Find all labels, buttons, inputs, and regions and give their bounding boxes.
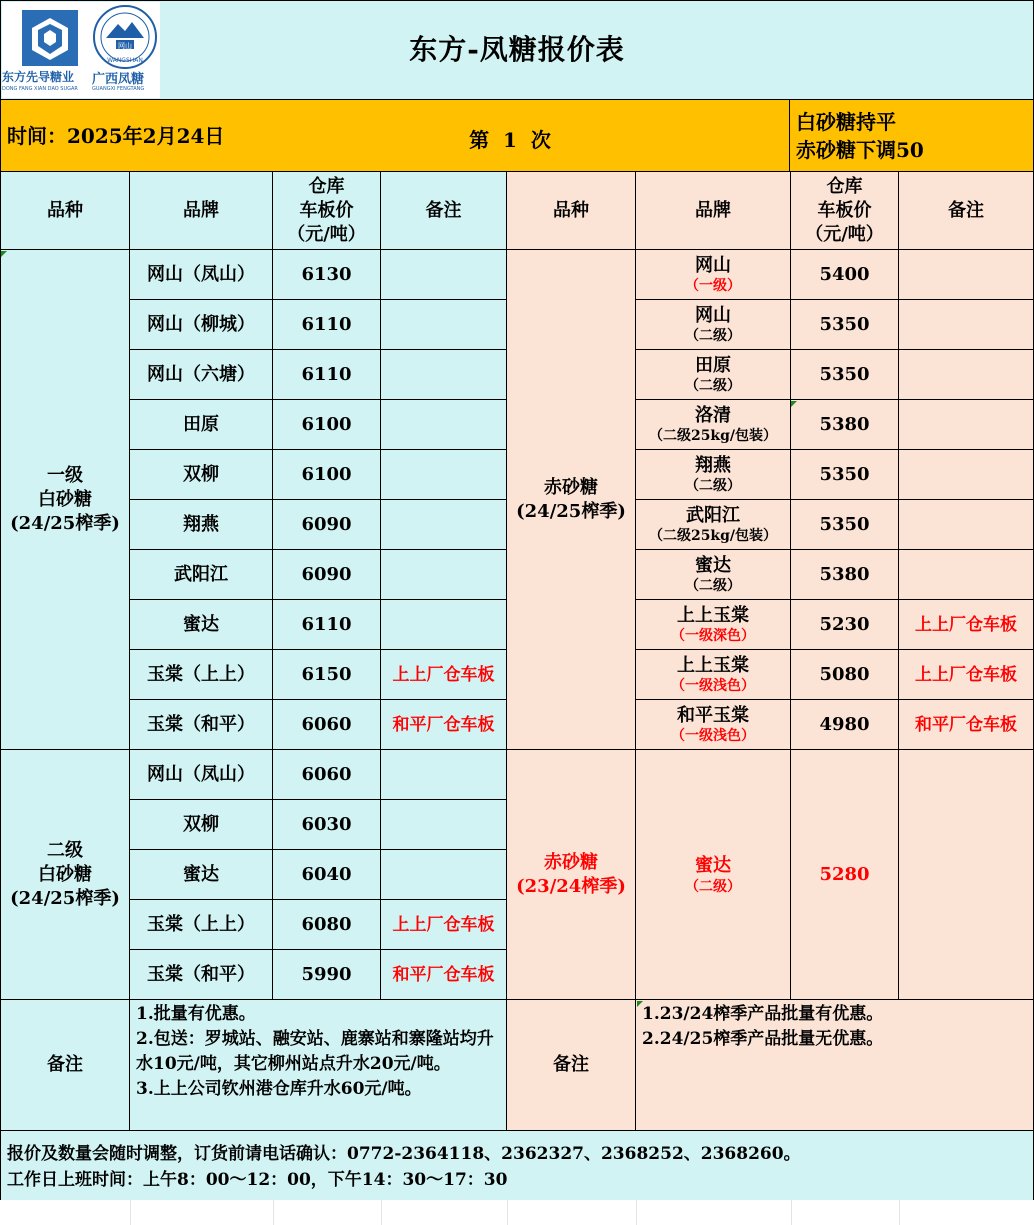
- price-cell: 6080: [273, 900, 381, 950]
- brand-cell: 洛清 （二级25kg/包装）: [636, 400, 791, 450]
- price-cell: 5350: [791, 300, 899, 350]
- wangshan-badge-icon: [92, 4, 158, 70]
- brown-2324-brand: 蜜达 （二级）: [636, 750, 791, 1000]
- remark-cell: [381, 800, 507, 850]
- dongfang-logo-icon: [20, 8, 80, 70]
- footer-contact: 报价及数量会随时调整，订货前请电话确认：0772-2364118、2362327、2368252、2368260。: [7, 1144, 801, 1164]
- date-cell: [0, 100, 790, 172]
- brand-cell: 武阳江: [130, 550, 273, 600]
- grid-line: [899, 1200, 900, 1225]
- brand-cell: 田原: [130, 400, 273, 450]
- brand-cell: 双柳: [130, 800, 273, 850]
- footer-hours: 工作日上班时间：上午8：00～12：00，下午14：30～17：30: [7, 1170, 508, 1190]
- remark-cell: 和平厂仓车板: [899, 700, 1034, 750]
- grid-line: [507, 1200, 508, 1225]
- date-text: 时间：2025年2月24日: [7, 123, 225, 148]
- price-cell: 5400: [791, 250, 899, 300]
- remark-cell: [899, 350, 1034, 400]
- variety-grade1-white: 一级 白砂糖 (24/25榨季): [0, 250, 130, 750]
- brand-cell: 上上玉棠 （一级浅色）: [636, 650, 791, 700]
- footer: [0, 1131, 1034, 1201]
- header-price-right: 仓库 车板价 （元/吨）: [791, 172, 899, 250]
- change-note-white: 白砂糖持平: [796, 109, 896, 134]
- brand-cell: 双柳: [130, 450, 273, 500]
- price-cell: 6090: [273, 500, 381, 550]
- brand-cell: 翔燕 （二级）: [636, 450, 791, 500]
- notes-left-line: 3.上上公司钦州港仓库升水60元/吨。: [136, 1079, 422, 1099]
- remark-cell: [899, 250, 1034, 300]
- change-note-cell: [790, 100, 1034, 172]
- remark-cell: [899, 550, 1034, 600]
- header-variety-left: 品种: [0, 172, 130, 250]
- header-variety-right: 品种: [507, 172, 636, 250]
- price-cell: 6030: [273, 800, 381, 850]
- brand-cell: 网山 （一级）: [636, 250, 791, 300]
- notes-right-label: 备注: [507, 1000, 636, 1131]
- price-cell: 6060: [273, 750, 381, 800]
- grid-line: [273, 1200, 274, 1225]
- brand-cell: 玉棠（和平）: [130, 700, 273, 750]
- notes-right-line: 2.24/25榨季产品批量无优惠。: [642, 1029, 884, 1049]
- header-brand-left: 品牌: [130, 172, 273, 250]
- remark-cell: [381, 600, 507, 650]
- remark-cell: [381, 750, 507, 800]
- brand-cell: 蜜达: [130, 600, 273, 650]
- notes-right-line: 1.23/24榨季产品批量有优惠。: [642, 1004, 884, 1024]
- remark-cell: 和平厂仓车板: [381, 700, 507, 750]
- price-cell: 6110: [273, 600, 381, 650]
- remark-cell: [899, 300, 1034, 350]
- brand-cell: 网山（凤山）: [130, 750, 273, 800]
- remark-cell: [381, 550, 507, 600]
- remark-cell: [899, 500, 1034, 550]
- brand-cell: 翔燕: [130, 500, 273, 550]
- brand-cell: 上上玉棠 （一级深色）: [636, 600, 791, 650]
- price-cell: 5350: [791, 500, 899, 550]
- logo-right-pinyin: GUANGXI FENGTANG: [92, 86, 145, 92]
- remark-cell: [381, 500, 507, 550]
- notes-right-body: [636, 1000, 1034, 1131]
- brand-cell: 武阳江 （二级25kg/包装）: [636, 500, 791, 550]
- remark-cell: 上上厂仓车板: [899, 600, 1034, 650]
- brown-2324-price: 5280: [791, 750, 899, 1000]
- remark-cell: [381, 300, 507, 350]
- price-cell: 5350: [791, 450, 899, 500]
- variety-grade2-white: 二级 白砂糖 (24/25榨季): [0, 750, 130, 1000]
- price-cell: 6110: [273, 350, 381, 400]
- remark-cell: [381, 250, 507, 300]
- round-text: 第 1 次: [469, 128, 551, 152]
- remark-cell: 和平厂仓车板: [381, 950, 507, 1000]
- price-cell: 5350: [791, 350, 899, 400]
- logo-left-pinyin: DONG FANG XIAN DAO SUGAR: [2, 86, 78, 92]
- remark-cell: [899, 400, 1034, 450]
- price-cell: 6060: [273, 700, 381, 750]
- logo: [2, 2, 160, 98]
- brown-2324-remark: [899, 750, 1034, 1000]
- price-cell: 6100: [273, 400, 381, 450]
- svg-text:WANGSHAN: WANGSHAN: [107, 57, 143, 64]
- header-remark-left: 备注: [381, 172, 507, 250]
- brand-cell: 玉棠（上上）: [130, 900, 273, 950]
- change-note-red: 赤砂糖下调50: [796, 137, 924, 162]
- remark-cell: [381, 850, 507, 900]
- brand-cell: 和平玉棠 （一级浅色）: [636, 700, 791, 750]
- brand-cell: 玉棠（上上）: [130, 650, 273, 700]
- remark-cell: 上上厂仓车板: [899, 650, 1034, 700]
- brand-cell: 玉棠（和平）: [130, 950, 273, 1000]
- notes-left-body: [130, 1000, 507, 1131]
- price-cell: 5990: [273, 950, 381, 1000]
- brand-cell: 网山（凤山）: [130, 250, 273, 300]
- price-cell: 6130: [273, 250, 381, 300]
- notes-left-line: 2.包送：罗城站、融安站、鹿寨站和寨隆站均升水10元/吨，其它柳州站点升水20元/吨。: [136, 1029, 494, 1074]
- brand-cell: 网山（柳城）: [130, 300, 273, 350]
- grid-line: [636, 1200, 637, 1225]
- price-cell: 5080: [791, 650, 899, 700]
- header-remark-right: 备注: [899, 172, 1034, 250]
- variety-brown-2324: 赤砂糖 (23/24榨季): [507, 750, 636, 1000]
- grid-line: [381, 1200, 382, 1225]
- notes-left-label: 备注: [0, 1000, 130, 1131]
- svg-text:网山: 网山: [118, 42, 132, 50]
- price-cell: 6110: [273, 300, 381, 350]
- price-cell: 6100: [273, 450, 381, 500]
- brand-cell: 网山 （二级）: [636, 300, 791, 350]
- brand-cell: 田原 （二级）: [636, 350, 791, 400]
- brand-cell: 网山（六塘）: [130, 350, 273, 400]
- empty-grid-area: [0, 1200, 1034, 1225]
- remark-cell: [899, 450, 1034, 500]
- remark-cell: [381, 350, 507, 400]
- grid-line: [791, 1200, 792, 1225]
- remark-cell: [381, 450, 507, 500]
- price-cell: 6150: [273, 650, 381, 700]
- price-cell: 6040: [273, 850, 381, 900]
- remark-cell: 上上厂仓车板: [381, 900, 507, 950]
- notes-left-line: 1.批量有优惠。: [136, 1004, 256, 1024]
- comment-marker: [791, 401, 797, 407]
- price-cell: 4980: [791, 700, 899, 750]
- comment-marker: [1, 251, 7, 257]
- comment-marker: [637, 1001, 643, 1007]
- remark-cell: 上上厂仓车板: [381, 650, 507, 700]
- logo-left-name: 东方先导糖业: [2, 70, 75, 84]
- price-cell: 5380: [791, 400, 899, 450]
- price-cell: 6090: [273, 550, 381, 600]
- price-cell: 5230: [791, 600, 899, 650]
- header-brand-right: 品牌: [636, 172, 791, 250]
- brand-cell: 蜜达 （二级）: [636, 550, 791, 600]
- grid-line: [130, 1200, 131, 1225]
- brand-cell: 蜜达: [130, 850, 273, 900]
- price-cell: 5380: [791, 550, 899, 600]
- remark-cell: [381, 400, 507, 450]
- header-price-left: 仓库 车板价 （元/吨）: [273, 172, 381, 250]
- page-title: 东方-凤糖报价表: [409, 33, 625, 66]
- logo-right-name: 广西凤糖: [92, 72, 145, 87]
- variety-brown-2425: 赤砂糖 (24/25榨季): [507, 250, 636, 750]
